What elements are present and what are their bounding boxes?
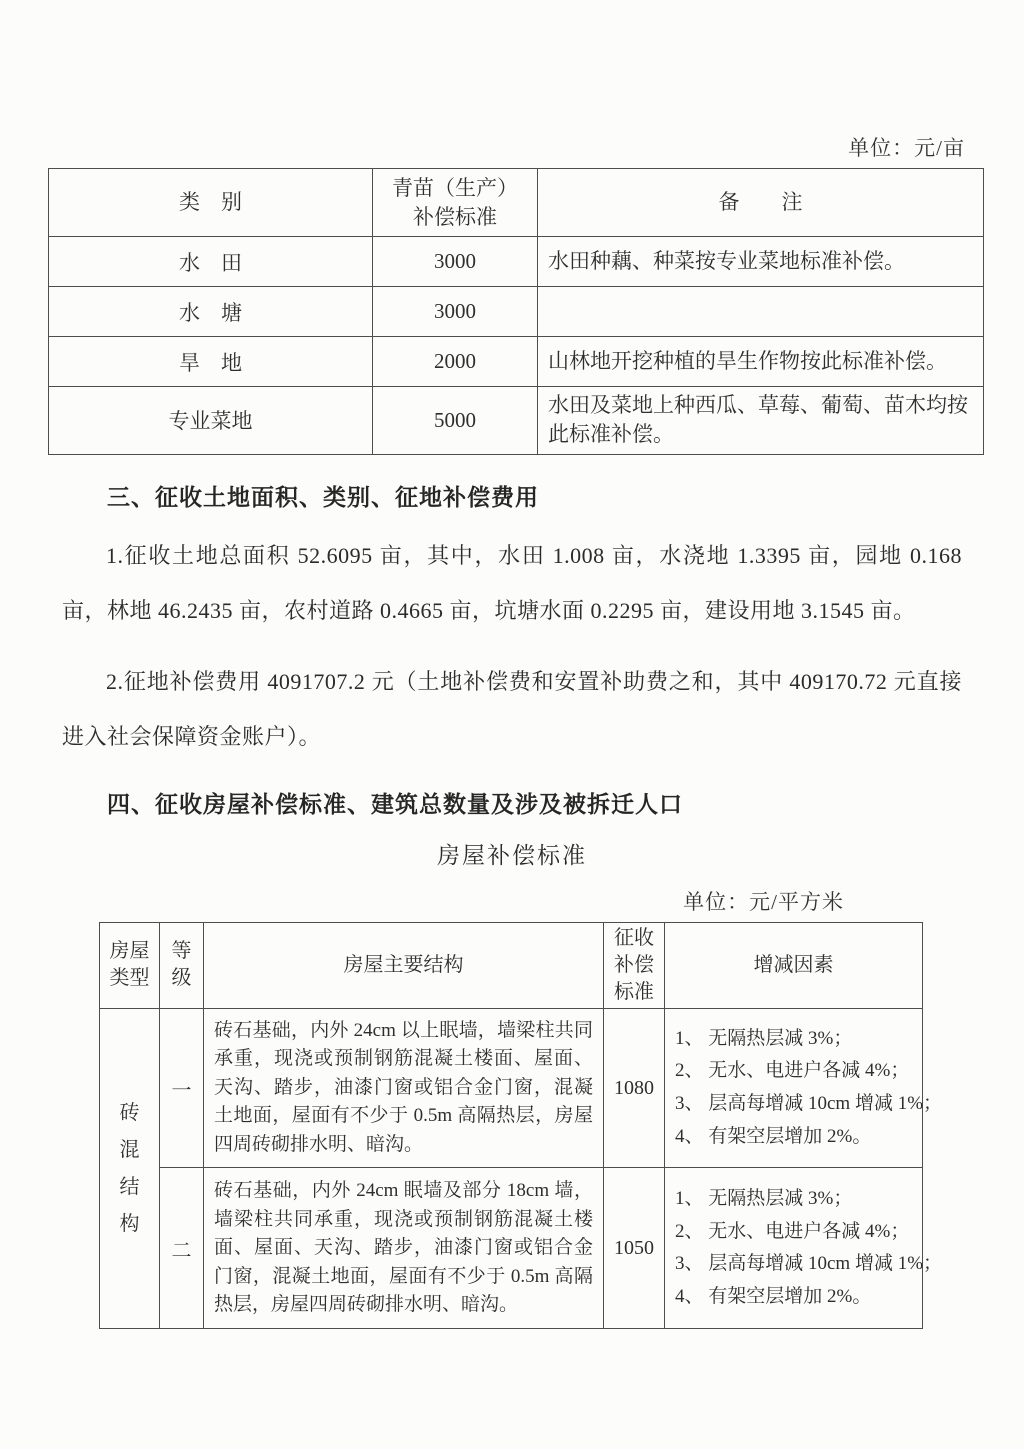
table-row bbox=[49, 287, 984, 337]
standard-cell: 2000 bbox=[373, 337, 538, 387]
unit-label-yuan-per-sqm: 单位：元/平方米 bbox=[683, 889, 844, 914]
standard-cell: 3000 bbox=[373, 237, 538, 287]
factor-item: 4、 有架空层增加 2%。 bbox=[675, 1125, 872, 1147]
standard-cell: 5000 bbox=[373, 387, 538, 455]
house-compensation-table bbox=[99, 922, 943, 1330]
structure-cell: 砖石基础，内外 24cm 眠墙及部分 18cm 墙，墙梁柱共同承重，现浇或预制钢筋混凝土楼面、屋面、天沟、踏步，油漆门窗或铝合金门窗，混凝土地面，屋面有不少于 0.5m 高隔热层，房屋四周砖砌排水明、暗沟。 bbox=[204, 1168, 604, 1329]
standard-cell: 3000 bbox=[373, 287, 538, 337]
remark-cell: 山林地开挖种植的旱生作物按此标准补偿。 bbox=[538, 337, 984, 387]
house-type-cell bbox=[100, 1008, 160, 1329]
table-header-row bbox=[49, 169, 984, 237]
factor-item: 4、 有架空层增加 2%。 bbox=[675, 1285, 872, 1307]
category-cell: 水 田 bbox=[49, 237, 373, 287]
standard-cell: 1050 bbox=[604, 1168, 665, 1329]
crop-compensation-table bbox=[48, 168, 984, 455]
table-row bbox=[49, 337, 984, 387]
category-cell: 水 塘 bbox=[49, 287, 373, 337]
factor-item: 2、 无水、电进户各减 4%； bbox=[675, 1060, 910, 1082]
header-standard: 征收补偿标准 bbox=[604, 922, 665, 1008]
factors-cell bbox=[665, 1008, 943, 1168]
header-grade: 等级 bbox=[160, 922, 204, 1008]
header-house-type: 房屋类型 bbox=[100, 922, 160, 1008]
factor-item: 3、 层高每增减 10cm 增减 1%； bbox=[675, 1093, 943, 1115]
remark-cell bbox=[538, 287, 984, 337]
header-structure: 房屋主要结构 bbox=[204, 922, 604, 1008]
table-row-grade-1 bbox=[100, 1008, 923, 1168]
unit-label-yuan-per-mu: 单位：元/亩 bbox=[848, 136, 965, 160]
factor-item: 3、 层高每增减 10cm 增减 1%； bbox=[675, 1253, 943, 1275]
remark-cell: 水田种藕、种菜按专业菜地标准补偿。 bbox=[538, 237, 984, 287]
category-cell: 专业菜地 bbox=[49, 387, 373, 455]
factor-item: 2、 无水、电进户各减 4%； bbox=[675, 1220, 910, 1242]
house-compensation-subtitle: 房屋补偿标准 bbox=[437, 842, 587, 868]
remark-cell: 水田及菜地上种西瓜、草莓、葡萄、苗木均按此标准补偿。 bbox=[538, 387, 984, 455]
section-4-heading: 四、征收房屋补偿标准、建筑总数量及涉及被拆迁人口 bbox=[107, 791, 683, 817]
section-3-heading: 三、征收土地面积、类别、征地补偿费用 bbox=[107, 484, 539, 510]
standard-cell: 1080 bbox=[604, 1008, 665, 1168]
paragraph-compensation-fee: 2.征地补偿费用 4091707.2 元（土地补偿费和安置补助费之和，其中 409170.72 元直接进入社会保障资金账户）。 bbox=[62, 668, 962, 749]
header-factors: 增减因素 bbox=[665, 922, 923, 1008]
table-row-grade-2 bbox=[100, 1168, 923, 1329]
structure-cell: 砖石基础，内外 24cm 以上眠墙，墙梁柱共同承重，现浇或预制钢筋混凝土楼面、屋面、天沟、踏步，油漆门窗或铝合金门窗，混凝土地面，屋面有不少于 0.5m 高隔热层，房屋四周砖砌排水明、暗沟。 bbox=[204, 1008, 604, 1168]
header-remark: 备 注 bbox=[538, 169, 984, 237]
factors-cell bbox=[665, 1168, 943, 1329]
table-row bbox=[49, 387, 984, 455]
header-standard: 青苗（生产）补偿标准 bbox=[373, 169, 538, 237]
table-row bbox=[49, 237, 984, 287]
factor-item: 1、 无隔热层减 3%； bbox=[675, 1187, 853, 1209]
table-header-row bbox=[100, 922, 923, 1008]
factor-item: 1、 无隔热层减 3%； bbox=[675, 1027, 853, 1049]
house-type-vertical-label: 砖混结构 bbox=[119, 1101, 140, 1235]
grade-cell: 二 bbox=[160, 1168, 204, 1329]
category-cell: 旱 地 bbox=[49, 337, 373, 387]
header-category: 类 别 bbox=[49, 169, 373, 237]
paragraph-land-area: 1.征收土地总面积 52.6095 亩，其中，水田 1.008 亩，水浇地 1.3395 亩，园地 0.168 亩，林地 46.2435 亩，农村道路 0.4665 亩，坑塘水面 0.2295 亩，建设用地 3.1545 亩。 bbox=[62, 542, 962, 623]
grade-cell: 一 bbox=[160, 1008, 204, 1168]
